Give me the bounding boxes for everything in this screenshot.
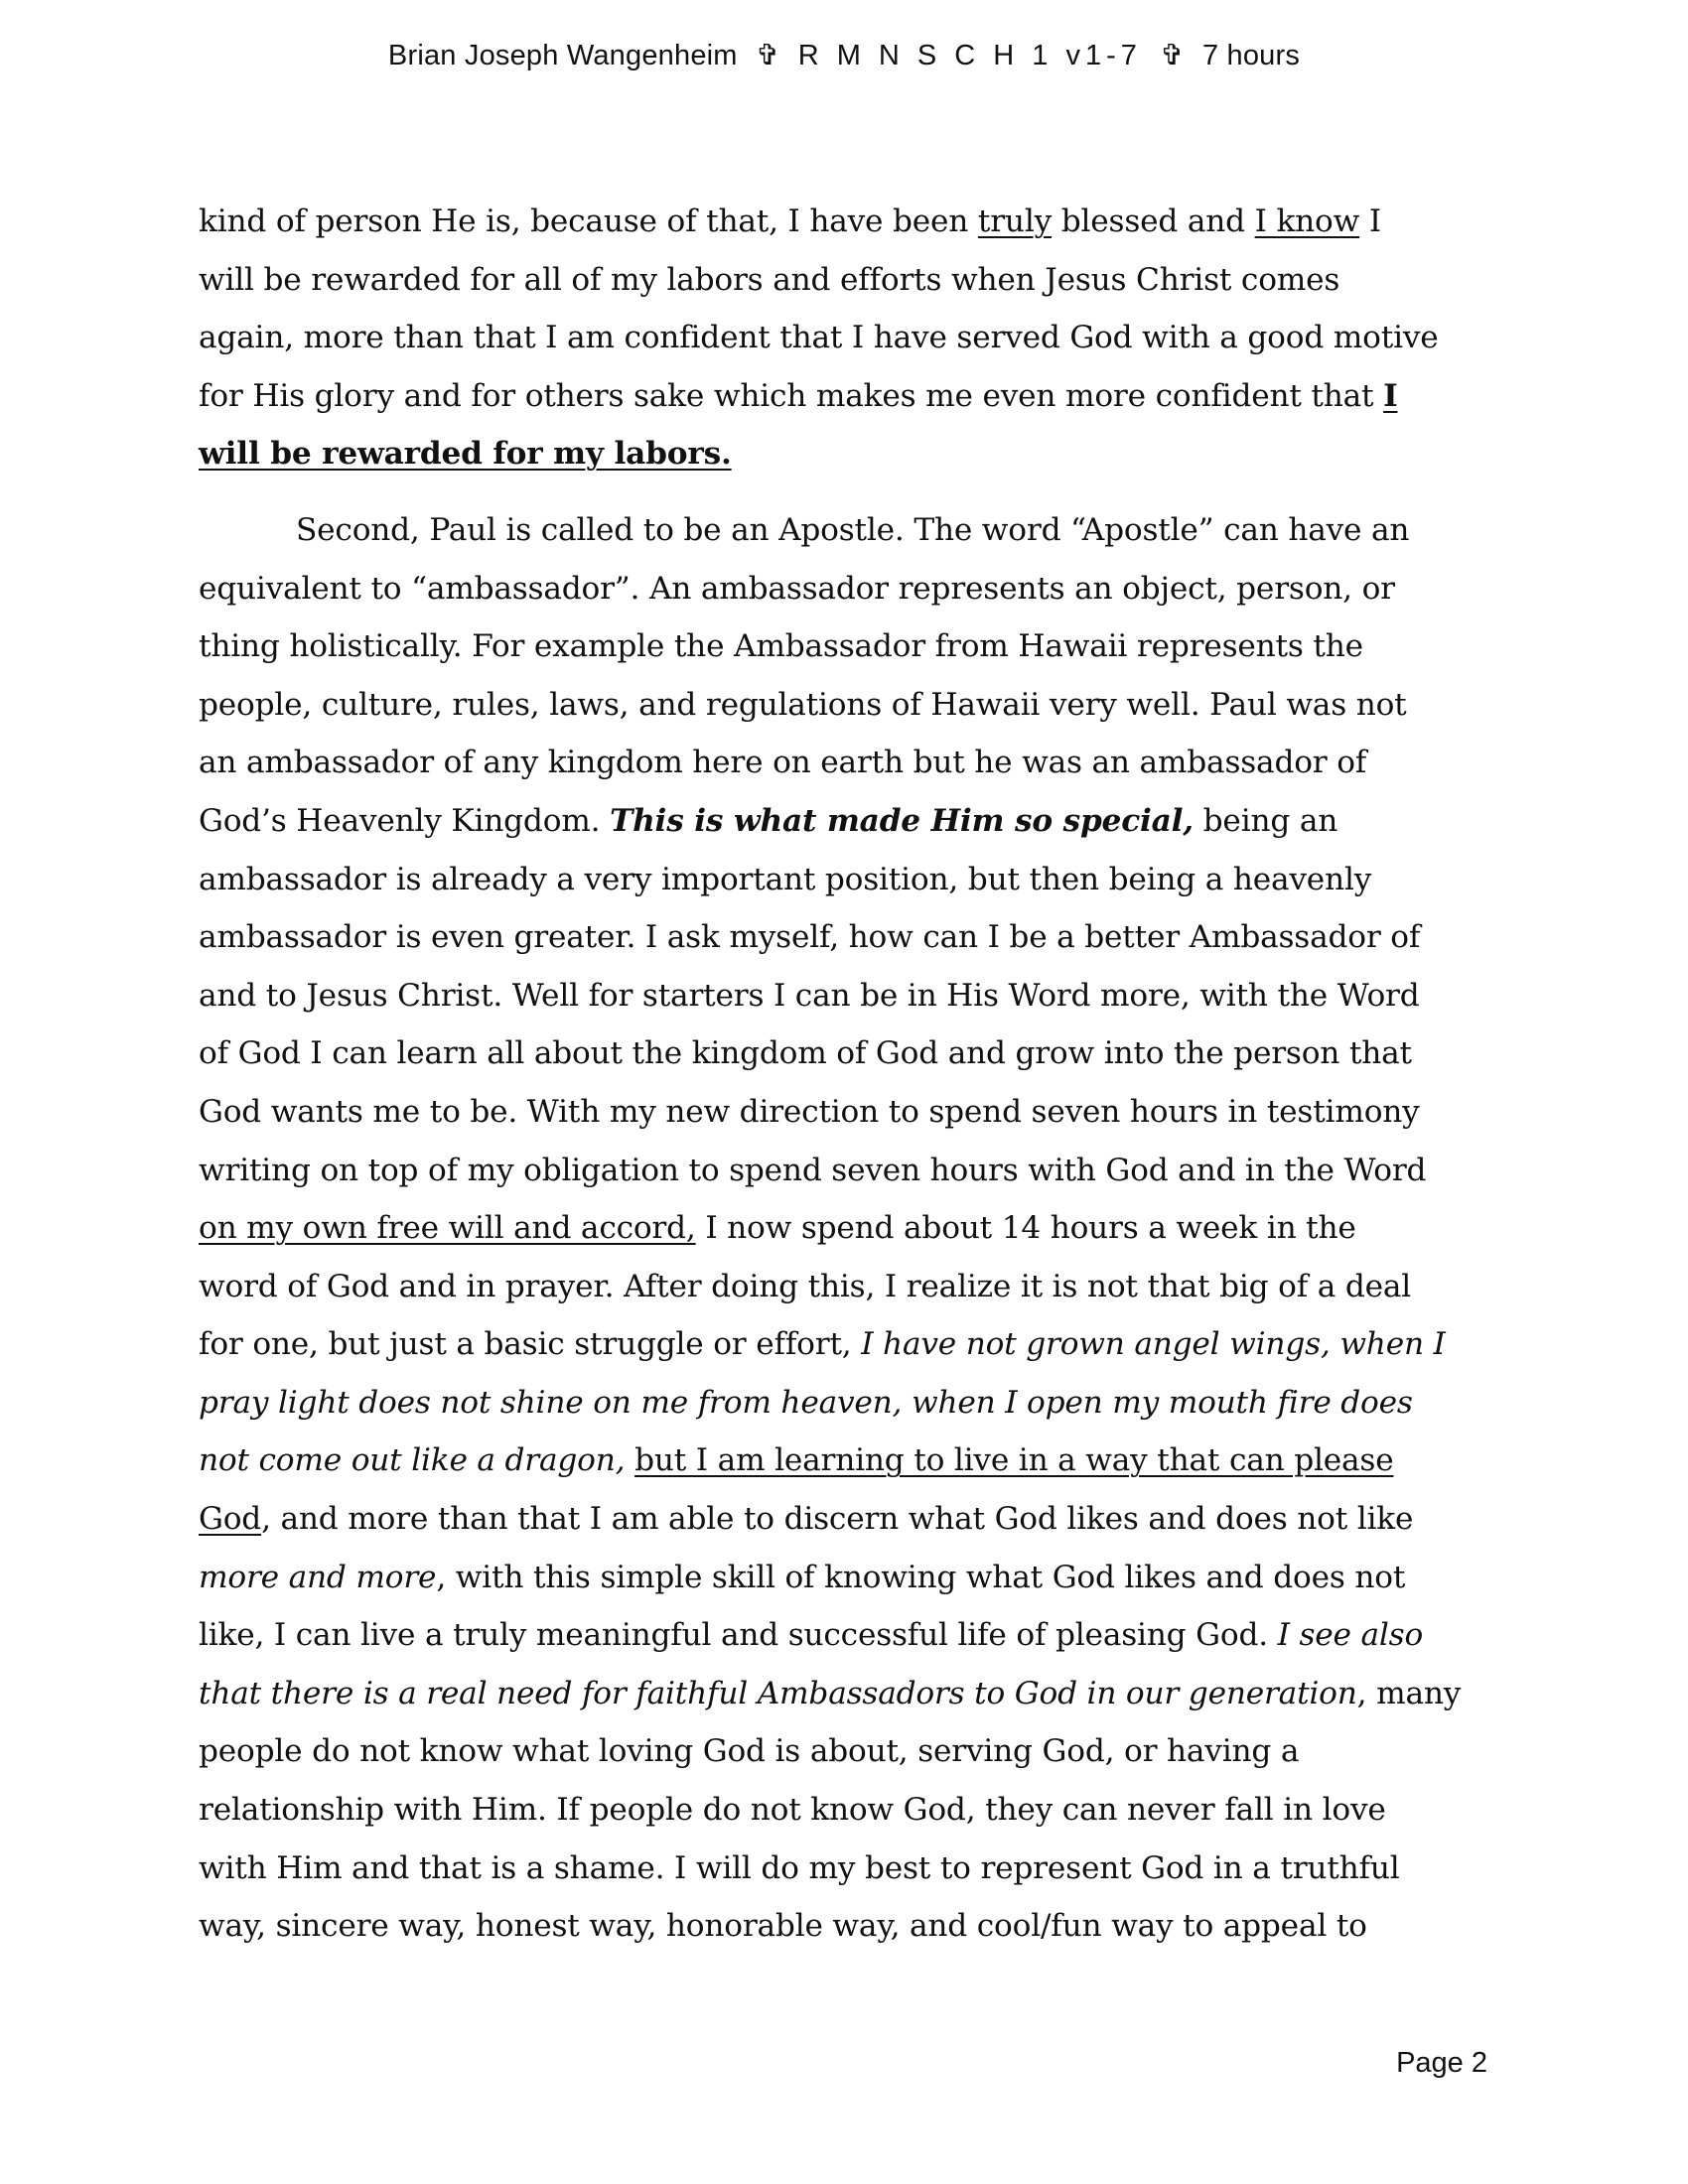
text-line: thing holistically. For example the Ambassador from Hawaii represents the <box>199 628 1363 665</box>
bold-underlined-text: I <box>1383 377 1398 414</box>
header-author: Brian Joseph Wangenheim <box>387 40 738 71</box>
text-line: writing on top of my obligation to spend seven hours with God and in the Word <box>199 1152 1427 1188</box>
paragraph-1 <box>199 193 1489 483</box>
text-line: of God I can learn all about the kingdom of God and grow into the person that <box>199 1035 1412 1072</box>
text-line: God’s Heavenly Kingdom. This is what made Him so special, being an <box>199 802 1338 839</box>
italic-text: more and more <box>199 1559 437 1595</box>
text-line: word of God and in prayer. After doing this, I realize it is not that big of a deal <box>199 1268 1412 1304</box>
cross-icon: ✞ <box>755 40 780 71</box>
text-line <box>199 1432 1489 1490</box>
italic-text: not come out like a dragon, <box>199 1442 626 1479</box>
underlined-text: on my own free will and accord, <box>199 1210 696 1247</box>
text-line <box>199 425 1489 483</box>
text-line: kind of person He is, because of that, I have been truly blessed and I know I <box>199 204 1381 239</box>
text-line: way, sincere way, honest way, honorable way, and cool/fun way to appeal to <box>199 1908 1367 1945</box>
underlined-text: I know <box>1254 204 1360 239</box>
text-line: for His glory and for others sake which makes me even more confident that I <box>199 377 1398 414</box>
text-line: people, culture, rules, laws, and regulations of Hawaii very well. Paul was not <box>199 686 1407 723</box>
underlined-text: God <box>199 1501 262 1538</box>
text-line: like, I can live a truly meaningful and successful life of pleasing God. I see also <box>199 1617 1424 1654</box>
text-line: on my own free will and accord, I now spend about 14 hours a week in the <box>199 1210 1356 1247</box>
text-line: equivalent to “ambassador”. An ambassador represents an object, person, or <box>199 570 1395 607</box>
header-chapter: R M N S C H 1 v1-7 <box>797 40 1142 71</box>
text-line: Second, Paul is called to be an Apostle. The word “Apostle” can have an <box>296 511 1410 548</box>
document-body <box>199 193 1489 1956</box>
page-header <box>0 38 1688 72</box>
text-line: will be rewarded for all of my labors and efforts when Jesus Christ comes <box>199 261 1340 298</box>
text-line: ambassador is even greater. I ask myself, how can I be a better Ambassador of <box>199 919 1421 956</box>
text-line: with Him and that is a shame. I will do my best to represent God in a truthful <box>199 1849 1400 1886</box>
text-line: more and more, with this simple skill of knowing what God likes and does not <box>199 1559 1406 1595</box>
text-line: that there is a real need for faithful Ambassadors to God in our generation, many <box>199 1675 1462 1711</box>
text-line: and to Jesus Christ. Well for starters I can be in His Word more, with the Word <box>199 977 1420 1014</box>
page-number: Page 2 <box>1396 2047 1487 2079</box>
underlined-text: truly <box>977 204 1053 239</box>
text-line: God wants me to be. With my new direction to spend seven hours in testimony <box>199 1093 1420 1130</box>
text-line: people do not know what loving God is about, serving God, or having a <box>199 1733 1300 1770</box>
text-line: God, and more than that I am able to discern what God likes and does not like <box>199 1501 1414 1538</box>
text-line: again, more than that I am confident that I have served God with a good motive <box>199 320 1439 356</box>
italic-text: I have not grown angel wings, when I <box>861 1326 1446 1363</box>
paragraph-2 <box>199 501 1489 1956</box>
text-line: ambassador is already a very important position, but then being a heavenly <box>199 861 1372 897</box>
text-line: relationship with Him. If people do not know God, they can never fall in love <box>199 1792 1386 1829</box>
text-line: for one, but just a basic struggle or effort, I have not grown angel wings, when I <box>199 1326 1446 1363</box>
underlined-text: but I am learning to live in a way that can please <box>634 1442 1394 1479</box>
italic-text: that there is a real need for faithful Ambassadors to God in our generation <box>199 1675 1357 1711</box>
bold-italic-text: This is what made Him so special, <box>610 802 1194 839</box>
header-duration: 7 hours <box>1201 40 1301 71</box>
text-line: an ambassador of any kingdom here on earth but he was an ambassador of <box>199 745 1367 781</box>
bold-underlined-text: will be rewarded for my labors. <box>199 436 732 473</box>
cross-icon: ✞ <box>1160 40 1185 71</box>
text-line: pray light does not shine on me from heaven, when I open my mouth fire does <box>199 1384 1413 1421</box>
italic-text: I see also <box>1277 1617 1424 1654</box>
